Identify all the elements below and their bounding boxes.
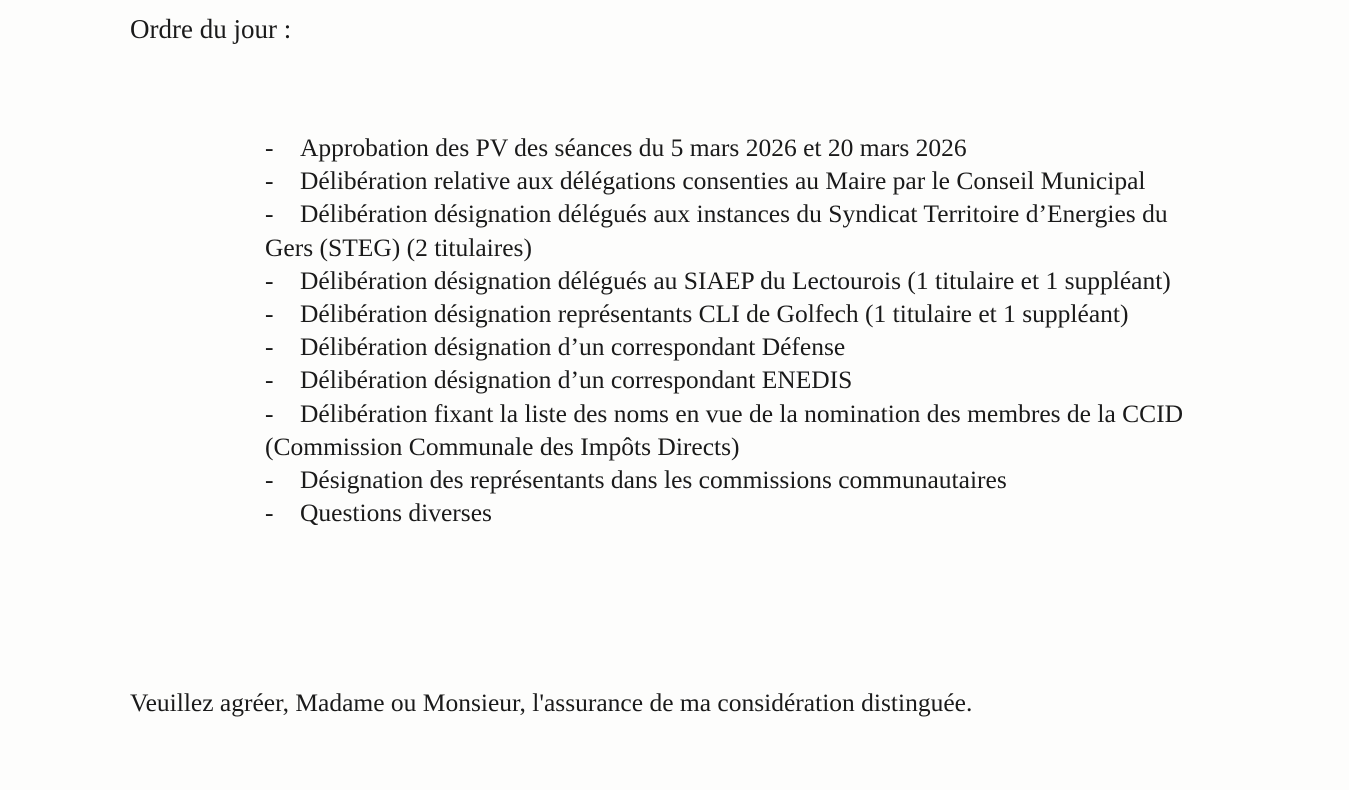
agenda-item-text: Délibération désignation délégués aux instances du Syndicat Territoire d’Energies du Gers (STEG) (2 titulaires) xyxy=(265,199,1168,262)
bullet-dash: - xyxy=(265,398,274,428)
agenda-item-text: Délibération relative aux délégations consenties au Maire par le Conseil Municipal xyxy=(300,166,1146,196)
bullet-dash: - xyxy=(265,498,274,528)
bullet-dash: - xyxy=(265,465,274,495)
bullet-dash: - xyxy=(265,133,274,162)
agenda-item-text: Délibération désignation délégués au SIAEP du Lectourois (1 titulaire et 1 suppléant) xyxy=(300,265,1171,295)
bullet-dash: - xyxy=(265,166,274,196)
bullet-dash: - xyxy=(265,332,274,362)
agenda-item-text: Questions diverses xyxy=(300,498,492,528)
agenda-list xyxy=(265,131,1205,529)
agenda-item-text: Délibération désignation d’un correspondant Défense xyxy=(300,332,846,362)
agenda-item xyxy=(265,397,1205,463)
agenda-item-text: Délibération fixant la liste des noms en vue de la nomination des membres de la CCID (Commission Communale des Impôts Directs) xyxy=(265,398,1184,461)
agenda-item xyxy=(265,297,1205,330)
agenda-item xyxy=(265,496,1205,529)
bullet-dash: - xyxy=(265,265,274,295)
agenda-item-text: Approbation des PV des séances du 5 mars 2026 et 20 mars 2026 xyxy=(300,133,967,162)
bullet-dash: - xyxy=(265,299,274,329)
bullet-dash: - xyxy=(265,365,274,395)
agenda-heading: Ordre du jour : xyxy=(130,14,292,44)
agenda-item xyxy=(265,330,1205,363)
agenda-item xyxy=(265,164,1205,197)
agenda-item xyxy=(265,131,1205,164)
agenda-item xyxy=(265,264,1205,297)
agenda-item xyxy=(265,463,1205,496)
agenda-item-text: Délibération désignation d’un correspondant ENEDIS xyxy=(300,365,853,395)
closing-sentence: Veuillez agréer, Madame ou Monsieur, l'assurance de ma considération distinguée. xyxy=(130,688,973,717)
bullet-dash: - xyxy=(265,199,274,229)
agenda-item-text: Désignation des représentants dans les commissions communautaires xyxy=(300,465,1007,495)
agenda-item-text: Délibération désignation représentants CLI de Golfech (1 titulaire et 1 suppléant) xyxy=(300,299,1129,329)
agenda-item xyxy=(265,363,1205,396)
agenda-item xyxy=(265,197,1205,263)
